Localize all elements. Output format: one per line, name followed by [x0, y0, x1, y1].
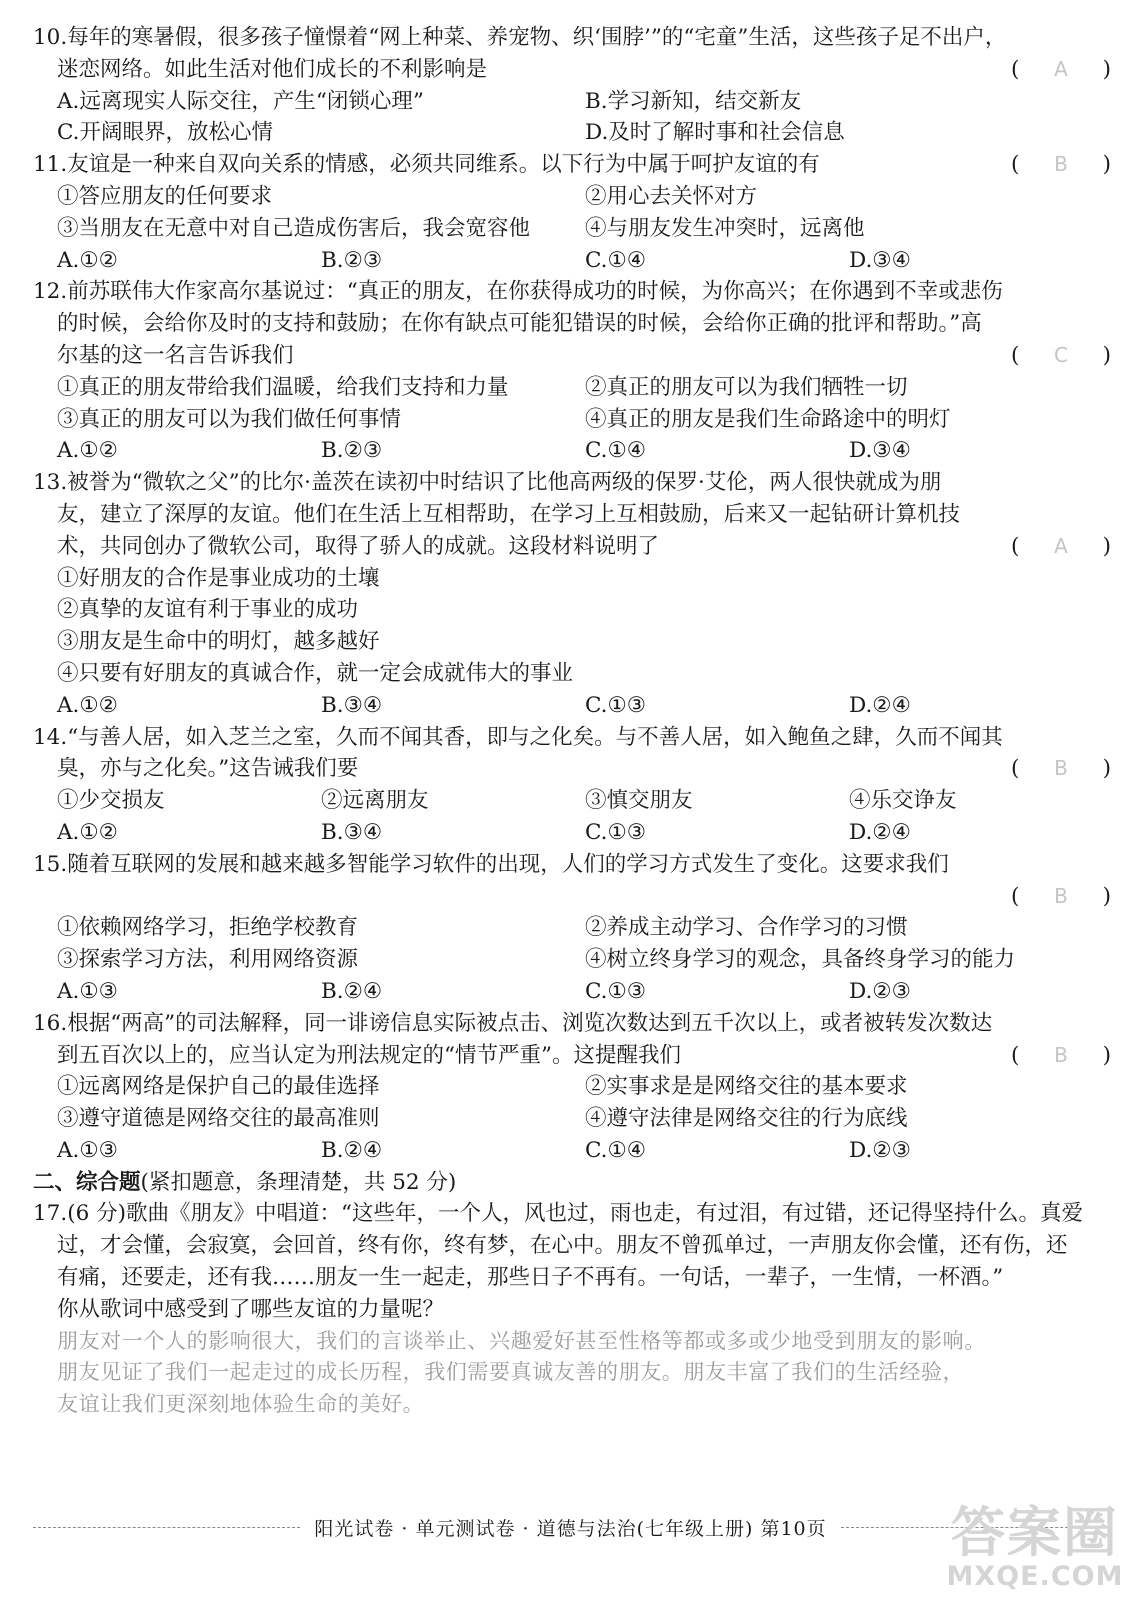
q11-items-row2	[33, 213, 1113, 245]
q14-stem-line1: 14.“与善人居，如入芝兰之室，久而不闻其香，即与之化矣。与不善人居，如入鲍鱼之肆，久而不闻其	[33, 724, 1003, 750]
q13-item-4: ④只要有好朋友的真诚合作，就一定会成就伟大的事业	[57, 660, 574, 686]
q14-item-4: ④乐交诤友	[849, 788, 957, 814]
q10-stem-text: 迷恋网络。如此生活对他们成长的不利影响是	[57, 56, 488, 82]
q11-stem-text: 11.友谊是一种来自双向关系的情感，必须共同维系。以下行为中属于呵护友谊的有	[33, 152, 820, 178]
q14-option-b: B.③④	[321, 819, 383, 845]
q15-answer-line	[33, 881, 1113, 913]
q14-options	[33, 817, 1113, 849]
q13-option-d: D.②④	[849, 692, 911, 718]
q12-answer-bracket: ( C )	[1011, 340, 1111, 372]
q17-answer-line2: 朋友见证了我们一起走过的成长历程，我们需要真诚友善的朋友。朋友丰富了我们的生活经验，	[57, 1360, 965, 1385]
q16-items-row2	[33, 1103, 1113, 1135]
q16-options	[33, 1135, 1113, 1167]
q12-item-4: ④真正的朋友是我们生命路途中的明灯	[585, 406, 951, 432]
q16-answer-bracket: ( B )	[1011, 1040, 1111, 1072]
q11-item-3: ③当朋友在无意中对自己造成伤害后，我会宽容他	[57, 215, 531, 241]
q11-answer-bracket: ( B )	[1011, 149, 1111, 181]
q10-option-b: B.学习新知，结交新友	[585, 88, 802, 114]
q11-option-b: B.②③	[321, 247, 383, 273]
q11-item-1: ①答应朋友的任何要求	[57, 183, 273, 209]
q10-stem-line2	[33, 54, 1113, 86]
watermark-title: 答案圈	[951, 1501, 1119, 1564]
q16-stem-line1: 16.根据“两高”的司法解释，同一诽谤信息实际被点击、浏览次数达到五千次以上，或者被转发次数达	[33, 1010, 993, 1036]
q15-item-3: ③探索学习方法，利用网络资源	[57, 947, 359, 973]
q10-stem-line1: 10.每年的寒暑假，很多孩子憧憬着“网上种菜、养宠物、织‘围脖’”的“宅童”生活，这些孩子足不出户，	[33, 25, 1007, 50]
q15-item-4: ④树立终身学习的观念，具备终身学习的能力	[585, 947, 1016, 973]
q14-option-d: D.②④	[849, 819, 911, 845]
q16-items-row1	[33, 1071, 1113, 1103]
q11-stem	[33, 149, 1113, 181]
q12-stem-line2: 的时候，会给你及时的支持和鼓励；在你有缺点可能犯错误的时候，会给你正确的批评和帮助。”高	[57, 311, 982, 337]
q15-option-d: D.②③	[849, 978, 911, 1004]
q16-stem-text: 到五百次以上的，应当认定为刑法规定的“情节严重”。这提醒我们	[57, 1042, 681, 1068]
q14-stem-text: 臭，亦与之化矣。”这告诫我们要	[57, 756, 359, 782]
q13-item-3: ③朋友是生命中的明灯，越多越好	[57, 629, 380, 655]
q13-option-a: A.①②	[57, 692, 118, 718]
q16-item-4: ④遵守法律是网络交往的行为底线	[585, 1106, 908, 1132]
watermark-url: MXQE.COM	[946, 1561, 1124, 1592]
q10-options-row1	[33, 86, 1113, 118]
q17-stem-line2: 过，才会懂，会寂寞，会回首，终有你，终有梦，在心中。朋友不曾孤单过，一声朋友你会懂，还有伤，还	[57, 1233, 1068, 1259]
q11-answer: B	[1054, 152, 1068, 177]
footer-divider-left	[33, 1527, 300, 1528]
q17-stem-line1: 17.(6 分)歌曲《朋友》中唱道：“这些年，一个人，风也过，雨也走，有过泪，有过错，还记得坚持什么。真爱	[33, 1201, 1083, 1227]
q16-item-1: ①远离网络是保护自己的最佳选择	[57, 1074, 380, 1100]
q15-items-row1	[33, 912, 1113, 944]
q16-item-3: ③遵守道德是网络交往的最高准则	[57, 1106, 380, 1132]
q13-stem-line3	[33, 531, 1113, 563]
section-title: 二、综合题	[33, 1169, 141, 1195]
q12-stem-line3	[33, 340, 1113, 372]
q11-items-row1	[33, 181, 1113, 213]
q12-stem-line1: 12.前苏联伟大作家高尔基说过：“真正的朋友，在你获得成功的时候，为你高兴；在你遇到不幸或悲伤	[33, 279, 1003, 305]
q13-answer-bracket: ( A )	[1011, 531, 1111, 563]
q13-option-b: B.③④	[321, 692, 383, 718]
exam-page	[33, 22, 1113, 1421]
q12-option-b: B.②③	[321, 438, 383, 464]
q17-question: 你从歌词中感受到了哪些友谊的力量呢？	[57, 1296, 445, 1322]
q10-option-c: C.开阔眼界，放松心情	[57, 120, 274, 146]
q12-option-a: A.①②	[57, 438, 118, 464]
q13-stem-text: 术，共同创办了微软公司，取得了骄人的成就。这段材料说明了	[57, 533, 660, 559]
q15-stem-line1: 15.随着互联网的发展和越来越多智能学习软件的出现，人们的学习方式发生了变化。这要求我们	[33, 851, 949, 877]
q13-item-2: ②真挚的友谊有利于事业的成功	[57, 597, 359, 623]
q15-answer-bracket: ( B )	[1011, 881, 1111, 913]
q12-options	[33, 435, 1113, 467]
q17-answer-line3: 友谊让我们更深刻地体验生命的美好。	[57, 1392, 425, 1417]
q13-stem-line1: 13.被誉为“微软之父”的比尔·盖茨在读初中时结识了比他高两级的保罗·艾伦，两人很快就成为朋	[33, 470, 942, 496]
q12-items-row1	[33, 372, 1113, 404]
q10-options-row2	[33, 117, 1113, 149]
q14-option-c: C.①③	[585, 819, 647, 845]
q11-options	[33, 245, 1113, 277]
q13-options	[33, 690, 1113, 722]
q11-item-2: ②用心去关怀对方	[585, 183, 758, 209]
q16-item-2: ②实事求是是网络交往的基本要求	[585, 1074, 908, 1100]
q12-option-c: C.①④	[585, 438, 647, 464]
q15-answer: B	[1054, 883, 1068, 908]
q16-option-a: A.①③	[57, 1137, 118, 1163]
q15-option-a: A.①③	[57, 978, 118, 1004]
footer-text: 阳光试卷 · 单元测试卷 · 道德与法治(七年级上册) 第10页	[314, 1517, 827, 1540]
q12-items-row2	[33, 404, 1113, 436]
q10-answer: A	[1054, 56, 1068, 81]
q17-stem-line3: 有痛，还要走，还有我……朋友一生一起走，那些日子不再有。一句话，一辈子，一生情，一杯酒。”	[57, 1265, 1004, 1291]
q16-option-c: C.①④	[585, 1137, 647, 1163]
q14-item-1: ①少交损友	[57, 788, 165, 814]
q13-option-c: C.①③	[585, 692, 647, 718]
q14-item-2: ②远离朋友	[321, 788, 429, 814]
q15-items-row2	[33, 944, 1113, 976]
q12-stem-text: 尔基的这一名言告诉我们	[57, 342, 294, 368]
q15-option-b: B.②④	[321, 978, 383, 1004]
q15-item-1: ①依赖网络学习，拒绝学校教育	[57, 915, 359, 941]
q16-option-b: B.②④	[321, 1137, 383, 1163]
q14-items	[33, 785, 1113, 817]
q16-option-d: D.②③	[849, 1137, 911, 1163]
q16-stem-line2	[33, 1040, 1113, 1072]
q11-option-d: D.③④	[849, 247, 911, 273]
q13-item-1: ①好朋友的合作是事业成功的土壤	[57, 565, 380, 591]
q11-item-4: ④与朋友发生冲突时，远离他	[585, 215, 865, 241]
q15-option-c: C.①③	[585, 978, 647, 1004]
q11-option-c: C.①④	[585, 247, 647, 273]
q12-option-d: D.③④	[849, 438, 911, 464]
q14-item-3: ③慎交朋友	[585, 788, 693, 814]
q12-item-1: ①真正的朋友带给我们温暖，给我们支持和力量	[57, 374, 509, 400]
q15-options	[33, 976, 1113, 1008]
q10-option-d: D.及时了解时事和社会信息	[585, 120, 845, 146]
q13-answer: A	[1054, 533, 1068, 558]
watermark-logo	[935, 1501, 1135, 1596]
q14-answer-bracket: ( B )	[1011, 753, 1111, 785]
q14-option-a: A.①②	[57, 819, 118, 845]
section-subtitle: (紧扣题意，条理清楚，共 52 分)	[140, 1169, 457, 1195]
q14-answer: B	[1054, 756, 1068, 781]
q11-option-a: A.①②	[57, 247, 118, 273]
q14-stem-line2	[33, 753, 1113, 785]
q10-option-a: A.远离现实人际交往，产生“闭锁心理”	[57, 88, 424, 114]
q10-answer-bracket: ( A )	[1011, 54, 1111, 86]
q13-stem-line2: 友，建立了深厚的友谊。他们在生活上互相帮助，在学习上互相鼓励，后来又一起钻研计算机技	[57, 501, 961, 527]
q17-answer-line1: 朋友对一个人的影响很大，我们的言谈举止、兴趣爱好甚至性格等都或多或少地受到朋友的影响。	[57, 1328, 986, 1353]
q12-answer: C	[1054, 342, 1068, 367]
q15-item-2: ②养成主动学习、合作学习的习惯	[585, 915, 908, 941]
q16-answer: B	[1054, 1042, 1068, 1067]
section-heading	[33, 1167, 1113, 1199]
q12-item-3: ③真正的朋友可以为我们做任何事情	[57, 406, 402, 432]
q12-item-2: ②真正的朋友可以为我们牺牲一切	[585, 374, 908, 400]
